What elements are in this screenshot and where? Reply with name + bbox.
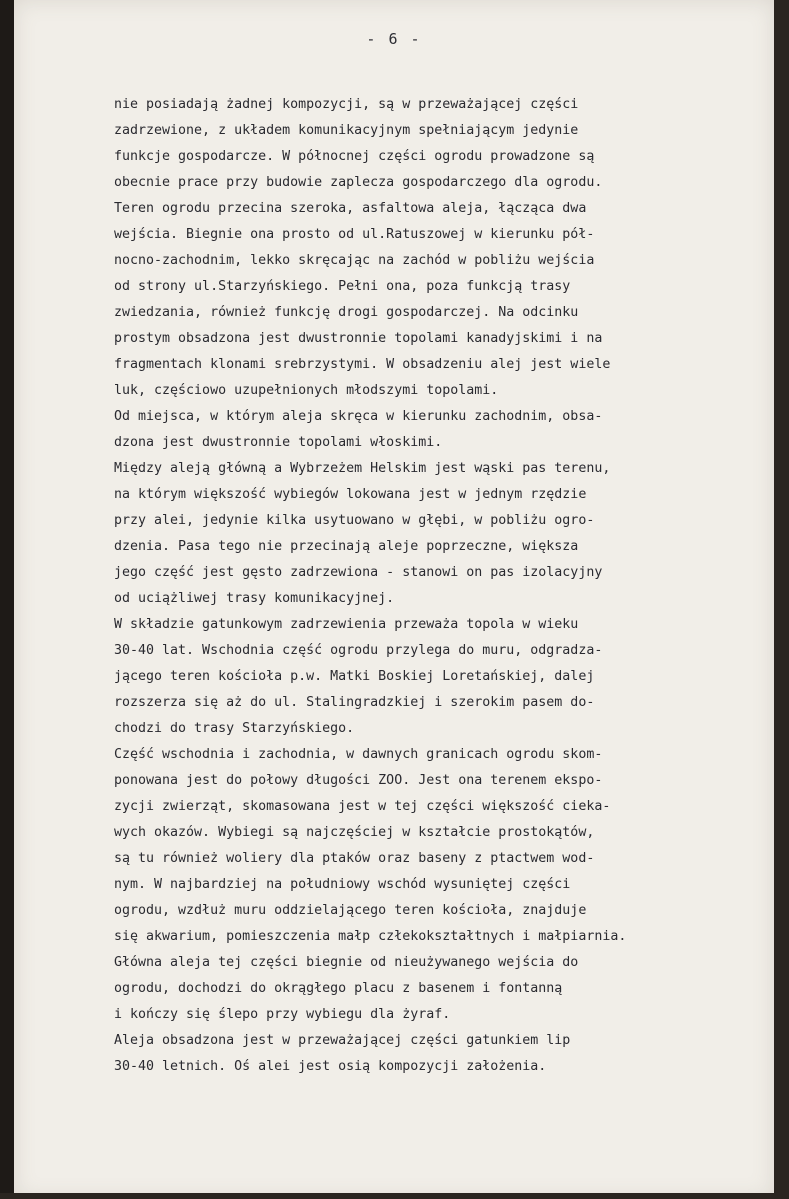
text-line: od uciążliwej trasy komunikacyjnej. [114, 591, 395, 606]
text-line: rozszerza się aż do ul. Stalingradzkiej i szerokim pasem do- [114, 695, 595, 710]
text-line: W składzie gatunkowym zadrzewienia przeważa topola w wieku [114, 617, 579, 632]
page-number: - 6 - [366, 30, 422, 48]
text-line: dzona jest dwustronnie topolami włoskimi. [114, 435, 443, 450]
text-line: fragmentach klonami srebrzystymi. W obsadzeniu alej jest wiele [114, 357, 611, 372]
text-line: i kończy się ślepo przy wybiegu dla żyraf. [114, 1007, 451, 1022]
text-line: 30-40 letnich. Oś alei jest osią kompozycji założenia. [114, 1059, 547, 1074]
text-line: zadrzewione, z układem komunikacyjnym spełniającym jedynie [114, 123, 579, 138]
text-line: ogrodu, wzdłuż muru oddzielającego teren kościoła, znajduje [114, 903, 587, 918]
text-line: od strony ul.Starzyńskiego. Pełni ona, poza funkcją trasy [114, 279, 571, 294]
text-line: wych okazów. Wybiegi są najczęściej w kształcie prostokątów, [114, 825, 595, 840]
document-page [14, 0, 774, 1199]
text-line: na którym większość wybiegów lokowana jest w jednym rzędzie [114, 487, 587, 502]
text-line: 30-40 lat. Wschodnia część ogrodu przylega do muru, odgradza- [114, 643, 603, 658]
text-line: funkcje gospodarcze. W północnej części ogrodu prowadzone są [114, 149, 595, 164]
text-line: ponowana jest do połowy długości ZOO. Jest ona terenem ekspo- [114, 773, 603, 788]
text-line: wejścia. Biegnie ona prosto od ul.Ratuszowej w kierunku pół- [114, 227, 595, 242]
scan-border-bottom [0, 1193, 789, 1199]
text-line: jego część jest gęsto zadrzewiona - stanowi on pas izolacyjny [114, 565, 603, 580]
text-line: Między aleją główną a Wybrzeżem Helskim jest wąski pas terenu, [114, 461, 611, 476]
text-line: Główna aleja tej części biegnie od nieużywanego wejścia do [114, 955, 579, 970]
text-line: dzenia. Pasa tego nie przecinają aleje poprzeczne, większa [114, 539, 579, 554]
text-line: Część wschodnia i zachodnia, w dawnych granicach ogrodu skom- [114, 747, 603, 762]
text-line: przy alei, jedynie kilka usytuowano w głębi, w pobliżu ogro- [114, 513, 595, 528]
body-text [114, 92, 784, 1080]
text-line: nie posiadają żadnej kompozycji, są w przeważającej części [114, 97, 579, 112]
text-line: są tu również woliery dla ptaków oraz baseny z ptactwem wod- [114, 851, 595, 866]
text-line: ogrodu, dochodzi do okrągłego placu z basenem i fontanną [114, 981, 563, 996]
scan-border-right [774, 0, 789, 1199]
text-line: Aleja obsadzona jest w przeważającej części gatunkiem lip [114, 1033, 571, 1048]
text-line: prostym obsadzona jest dwustronnie topolami kanadyjskimi i na [114, 331, 603, 346]
text-line: nym. W najbardziej na południowy wschód wysuniętej części [114, 877, 571, 892]
text-line: chodzi do trasy Starzyńskiego. [114, 721, 355, 736]
text-line: luk, częściowo uzupełnionych młodszymi topolami. [114, 383, 499, 398]
text-line: zycji zwierząt, skomasowana jest w tej części większość cieka- [114, 799, 611, 814]
text-line: nocno-zachodnim, lekko skręcając na zachód w pobliżu wejścia [114, 253, 595, 268]
text-line: zwiedzania, również funkcję drogi gospodarczej. Na odcinku [114, 305, 579, 320]
text-line: obecnie prace przy budowie zaplecza gospodarczego dla ogrodu. [114, 175, 603, 190]
text-line: Od miejsca, w którym aleja skręca w kierunku zachodnim, obsa- [114, 409, 603, 424]
text-line: jącego teren kościoła p.w. Matki Boskiej Loretańskiej, dalej [114, 669, 595, 684]
text-line: Teren ogrodu przecina szeroka, asfaltowa aleja, łącząca dwa [114, 201, 587, 216]
text-line: się akwarium, pomieszczenia małp człekokształtnych i małpiarnia. [114, 929, 627, 944]
